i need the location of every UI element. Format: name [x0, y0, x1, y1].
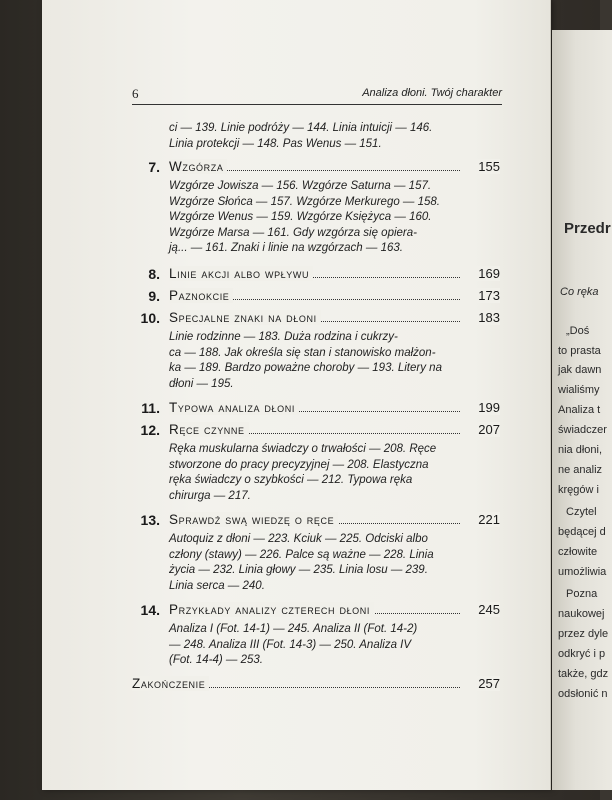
toc-subentry-line: chirurga — 217.	[169, 489, 251, 502]
chapter-number: 13.	[140, 512, 160, 528]
chapter-page: 173	[474, 288, 500, 303]
right-page-line: Co ręka	[560, 286, 599, 298]
chapter-page: 245	[474, 602, 500, 617]
toc-chapter	[132, 159, 500, 177]
chapter-number: 10.	[140, 310, 160, 326]
chapter-number: 9.	[148, 288, 160, 304]
chapter-subentries	[169, 330, 499, 392]
chapter-title: Wzgórza	[169, 159, 227, 174]
toc-subentry-line: Wzgórze Słońca — 157. Wzgórze Merkurego — 158.	[169, 195, 441, 208]
toc-subentry-line: Linie rodzinne — 183. Duża rodzina i cukrzy-	[169, 331, 398, 343]
chapter-page: 199	[474, 400, 500, 415]
right-page-line: ne analiz	[558, 464, 603, 476]
right-page-line: także, gdz	[558, 668, 609, 680]
running-head: Analiza dłoni. Twój charakter	[362, 87, 502, 99]
toc-chapter	[132, 512, 500, 530]
page-header	[132, 86, 502, 105]
chapter-subentries	[169, 532, 499, 594]
chapter-number: 12.	[140, 422, 160, 438]
toc-subentry-line: — 248. Analiza III (Fot. 14-3) — 250. Analiza IV	[169, 638, 412, 651]
chapter-title: Specjalne znaki na dłoni	[169, 310, 321, 325]
toc-subentry-line: Linia protekcji — 148. Pas Wenus — 151.	[169, 137, 382, 150]
chapter-number: 14.	[140, 602, 160, 618]
right-page-line: Czytel	[566, 506, 597, 518]
chapter-page: 221	[474, 512, 500, 527]
right-page-line: „Doś	[566, 325, 590, 337]
right-page-line: umożliwia	[558, 566, 607, 578]
right-page-line: odsłonić n	[558, 688, 608, 700]
chapter-subentries	[169, 179, 499, 257]
chapter-subentries	[169, 442, 499, 504]
right-page-line: to prasta	[558, 345, 601, 357]
toc-subentry-line: ka — 189. Bardzo poważne choroby — 193. Litery na	[169, 362, 442, 374]
toc-chapter	[132, 422, 500, 440]
toc-subentry-line: ca — 188. Jak określa się stan i stanowisko małżon-	[169, 346, 436, 359]
chapter-page: 257	[474, 676, 500, 691]
toc-chapter	[132, 266, 500, 284]
chapter-number: 8.	[148, 266, 160, 282]
chapter-title: Ręce czynne	[169, 422, 249, 437]
right-page-line: kręgów i	[558, 484, 599, 496]
right-page-line: nia dłoni,	[558, 444, 603, 456]
chapter-page: 155	[474, 159, 500, 174]
right-page-line: przez dyle	[558, 628, 609, 640]
toc-subentry-line: Autoquiz z dłoni — 223. Kciuk — 225. Odciski albo	[169, 533, 428, 545]
toc-subentry-line: Ręka muskularna świadczy o trwałości — 208. Ręce	[169, 443, 437, 455]
right-page-line: człowite	[558, 546, 598, 558]
toc-subentry-line: życia — 232. Linia głowy — 235. Linia losu — 239.	[169, 564, 428, 576]
chapter-title: Linie akcji albo wpływu	[169, 266, 313, 281]
toc-subentry-line: Wzgórze Marsa — 161. Gdy wzgórza się opiera-	[169, 226, 417, 239]
toc-subentry-line: dłoni — 195.	[169, 377, 234, 390]
chapter-page: 207	[474, 422, 500, 437]
toc-subentry-line: człony (stawy) — 226. Palce są ważne — 228. Linia	[169, 548, 434, 561]
right-page-line: Pozna	[566, 588, 598, 600]
toc-chapter-closing	[132, 676, 500, 694]
toc-subentry-line: Wzgórze Wenus — 159. Wzgórze Księżyca — 160.	[169, 211, 432, 223]
toc-subentry-line: Linia serca — 240.	[169, 579, 265, 592]
chapter-number: 11.	[141, 400, 160, 416]
right-page	[552, 30, 612, 790]
chapter-title: Sprawdź swą wiedzę o ręce	[169, 512, 338, 527]
chapter-title: Typowa analiza dłoni	[169, 400, 299, 415]
toc-chapter	[132, 602, 500, 620]
toc-intro	[169, 121, 499, 152]
chapter-subentries	[169, 622, 499, 669]
left-page	[42, 0, 551, 790]
page-number: 6	[132, 86, 139, 101]
right-page-line: będącej d	[558, 526, 606, 538]
toc-subentry-line: Analiza I (Fot. 14-1) — 245. Analiza II (Fot. 14-2)	[169, 623, 418, 635]
toc-subentry-line: ręka świadczy o szybkości — 212. Typowa ręka	[169, 474, 413, 486]
right-page-line: odkryć i p	[558, 648, 606, 660]
toc-chapter	[132, 400, 500, 418]
toc-subentry-line: Wzgórze Jowisza — 156. Wzgórze Saturna — 157.	[169, 180, 432, 192]
chapter-number: 7.	[148, 159, 160, 175]
toc-chapter	[132, 288, 500, 306]
right-page-line: Analiza t	[558, 404, 601, 416]
chapter-title: Paznokcie	[169, 288, 233, 303]
toc-subentry-line: ci — 139. Linie podróży — 144. Linia intuicji — 146.	[169, 122, 433, 134]
right-page-line: wialiśmy	[558, 384, 600, 396]
chapter-page: 169	[474, 266, 500, 281]
toc-subentry-line: stworzone do pracy precyzyjnej — 208. Elastyczna	[169, 458, 429, 471]
chapter-page: 183	[474, 310, 500, 325]
chapter-title: Zakończenie	[132, 676, 209, 691]
toc-subentry-line: ją... — 161. Znaki i linie na wzgórzach — 163.	[169, 242, 403, 254]
toc-chapter	[132, 310, 500, 328]
right-page-line: świadczer	[558, 424, 607, 436]
right-page-line: jak dawn	[558, 364, 602, 376]
right-page-line: naukowej	[558, 608, 605, 620]
toc-subentry-line: (Fot. 14-4) — 253.	[169, 654, 263, 666]
right-page-title: Przedr	[564, 220, 611, 237]
chapter-title: Przykłady analizy czterech dłoni	[169, 602, 374, 617]
